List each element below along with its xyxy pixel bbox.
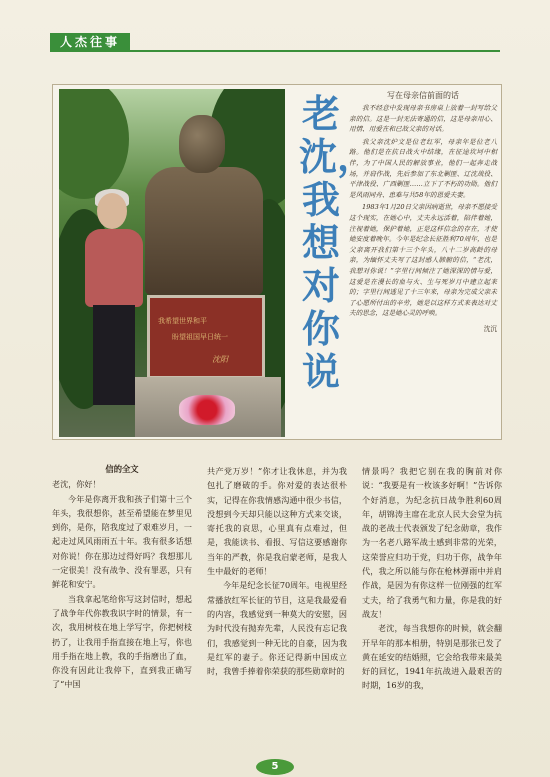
letter-preface-paragraph: 我不经意中发现母亲书房桌上放着一封写给父亲的信。这是一封无法寄通的信，这是母亲用心、用情、用爱在和已故父亲的对话。 [349,104,497,134]
flower-bouquet [179,395,235,425]
page-number: 5 [256,759,294,775]
tree-foliage [59,89,129,199]
woman-pants [93,305,135,405]
header-rule [50,50,500,52]
woman-shirt [85,229,143,307]
letter-heading: 信的全文 [105,464,139,474]
letter-preface-signature: 沈沉 [483,324,497,333]
letter-preface-paragraph: 我父亲沈炉文是位老红军，母亲年是位老八路。他们是在抗日战火中结缘，在征途坎坷中相伴，为了中国人民的解放事业，他们一起奔走战场，并肩作战，先后参加了东北剿匪、辽沈战役、平津战役、广西剿匪……立下了不朽的功勋。他们是风雨同舟、患难与共58年的恩爱夫妻。 [349,137,497,199]
section-tab: 人杰往事 [50,33,130,51]
feature-box [52,84,502,440]
body-paragraph: 共产党万岁！”你才让我休息，并为我包扎了磨破的手。你对爱的表达很朴实，记得在你我情感沟通中很少书信，没想到今天却只能以这种方式来交谈，寄托我的哀思，心里真有点难过，但是，我能读书、看报、写信这要感谢你当年的严教，你是我启蒙老师，是我人生中最好的老师！ [207,466,347,577]
letter-preface-paragraph: 1983年1月20日父亲因病逝世，母亲不愿接受这个现实，在她心中，丈夫永远活着，陪伴着她，注视着她，保护着她，正是这样信念的存在，才使她安度着晚年。今年是纪念长征胜利70周年，也是父亲离开我们第十三个年头，八十二岁高龄的母亲，为缅怀丈夫写了这封感人肺腑的信，“老沈，我想对你说！”字里行间倾注了她深深的情与爱，这爱是在漫长的血与火、生与死岁月中建立起来的；字里行间透见了十三年来，母亲为完成父亲未了心愿所付出的辛劳，她是以这样方式来表达对丈夫的思念，这是她心灵的呼唤。 [349,203,497,318]
bronze-statue-body [145,167,263,295]
body-paragraph: 当我拿起笔给你写这封信时，想起了战争年代你教我识字时的情景，有一次，我用树枝在地上学写字，你把树枝扔了，让我用手指直接在地上写，你也用手指在地上教，我的手指磨出了血，你没有因此让我停下，直到我正确写了“中国 [52,593,192,690]
body-column-1 [52,462,192,692]
feature-title: 老沈，我想对你说 [299,92,376,394]
letter-preface [349,87,497,439]
pedestal-inscription-2: 盼望祖国早日统一 [172,333,228,341]
memorial-photo [59,89,285,437]
body-column-3 [362,464,502,693]
bronze-statue-head [179,115,225,173]
letter-body [52,462,502,754]
body-paragraph: 今年是你离开我和孩子们第十三个年头，我很想你，甚至希望能在梦里见到你，是你，陪我度过了艰难岁月，一起走过风风雨雨五十年。我有很多话想对你说！你在那边过得好吗？我想那儿一定很美！没有战争、没有罪恶，只有鲜花和安宁。 [52,493,192,590]
pedestal-signature: 沈阳 [212,355,228,364]
red-pedestal [147,295,265,379]
letter-preface-title: 写在母亲信前面的话 [387,91,459,100]
body-paragraph: 今年是纪念长征70周年。电视里经常播放红军长征的节目，这是我最爱看的内容，我感觉到一种莫大的安慰，因为时代没有抛弃先辈，人民没有忘记我们，我感觉到一种无比的自豪，因为我是红军的妻子。你还记得新中国成立时，我曾手捧着你荣获的那些勋章时的 [207,580,347,677]
woman-head [97,193,127,229]
body-paragraph: 情景吗？我把它别在我的胸前对你说：“我要是有一枚该多好啊！”告诉你个好消息，为纪念抗日战争胜利60周年，胡锦涛主席在北京人民大会堂为抗战的老战士代表颁发了纪念勋章，我作为一名老八路军战士感到非常的光荣，这荣誉应归功于党，归功于你，战争年代，我之所以能与你在枪林弹雨中并肩作战，是因为有你这样一位刚强的红军丈夫，给了我勇气和力量，你是我的好战友！ [362,466,502,619]
pedestal-inscription-1: 我希望世界和平 [158,317,207,325]
body-column-2 [207,464,347,678]
letter-salutation: 老沈，你好！ [52,479,101,490]
body-paragraph: 老沈，每当我想你的时候，就会翻开早年的那本相册，特别是那张已发了黄在延安的结婚照，它会给我带来最美好的回忆，1941年抗战进入最艰苦的时期，16岁的我， [362,623,502,691]
